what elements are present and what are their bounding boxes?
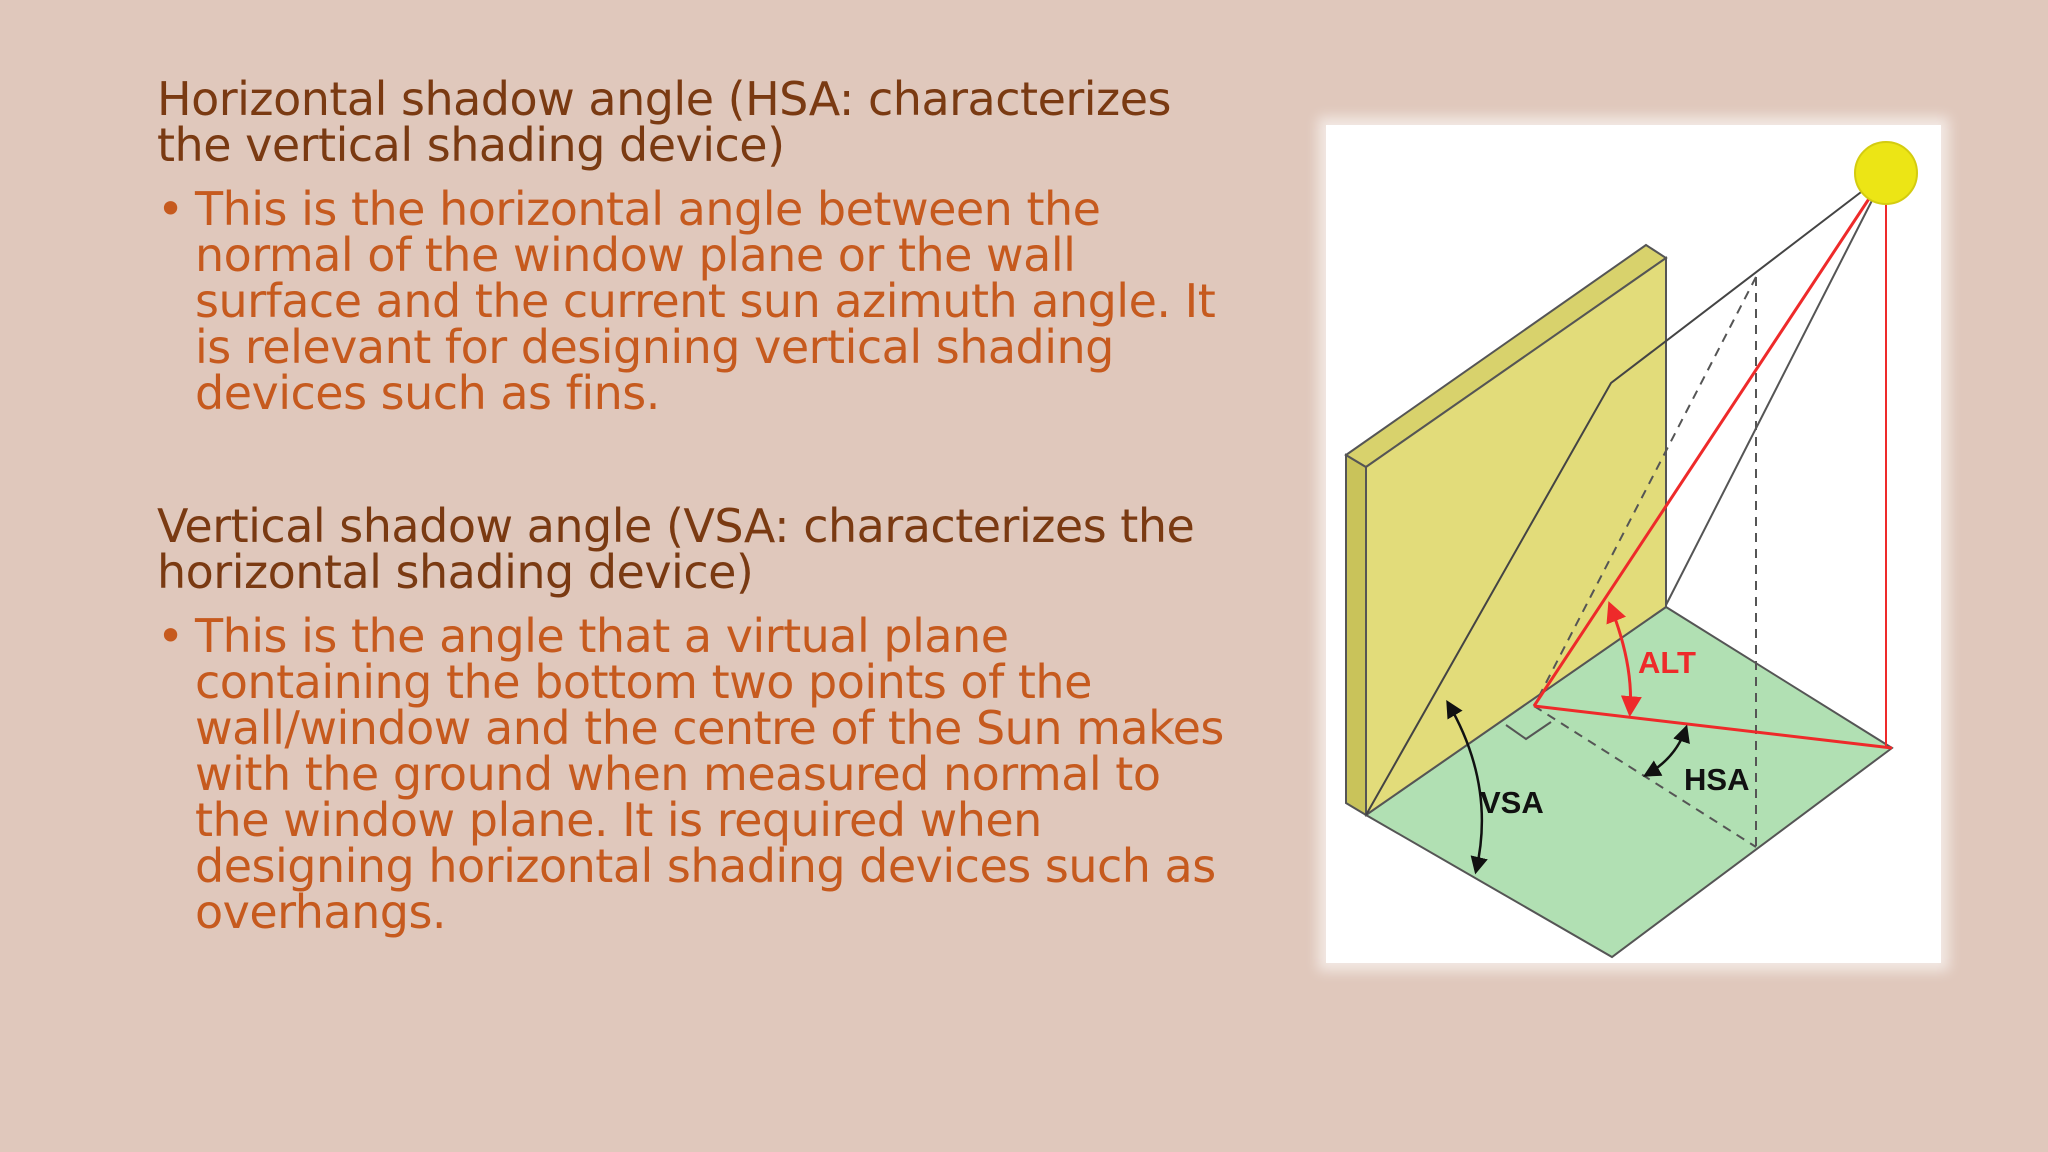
bullet-dot-icon: •	[157, 182, 184, 236]
section-gap	[157, 416, 1237, 503]
hsa-bullet-list	[157, 182, 1237, 420]
sun-icon	[1855, 142, 1917, 204]
hsa-bullet-text: This is the horizontal angle between the normal of the window plane or the wall surface and the current sun azimuth angle. It is relevant for designing vertical shading devices such as fins.	[195, 182, 1216, 420]
shadow-angle-diagram	[1326, 125, 1941, 963]
hsa-label: HSA	[1684, 762, 1750, 797]
alt-label: ALT	[1638, 645, 1696, 680]
text-column	[157, 72, 1237, 939]
vsa-bullet-list	[157, 609, 1237, 939]
wall-side	[1346, 455, 1366, 815]
vsa-bullet	[157, 609, 1237, 939]
hsa-heading: Horizontal shadow angle (HSA: characterizes the vertical shading device)	[157, 72, 1171, 172]
bullet-dot-icon: •	[157, 609, 184, 663]
wall-top-to-sun-line	[1666, 173, 1886, 605]
diagram-svg	[1326, 125, 1941, 963]
vsa-label: VSA	[1480, 785, 1544, 820]
hsa-bullet	[157, 182, 1237, 420]
vsa-heading: Vertical shadow angle (VSA: characterizes the horizontal shading device)	[157, 499, 1195, 599]
vsa-bullet-text: This is the angle that a virtual plane containing the bottom two points of the wall/window and the centre of the Sun makes with the ground when measured normal to the window plane. It is required when designing horizontal shading devices such as overhangs.	[195, 609, 1224, 939]
